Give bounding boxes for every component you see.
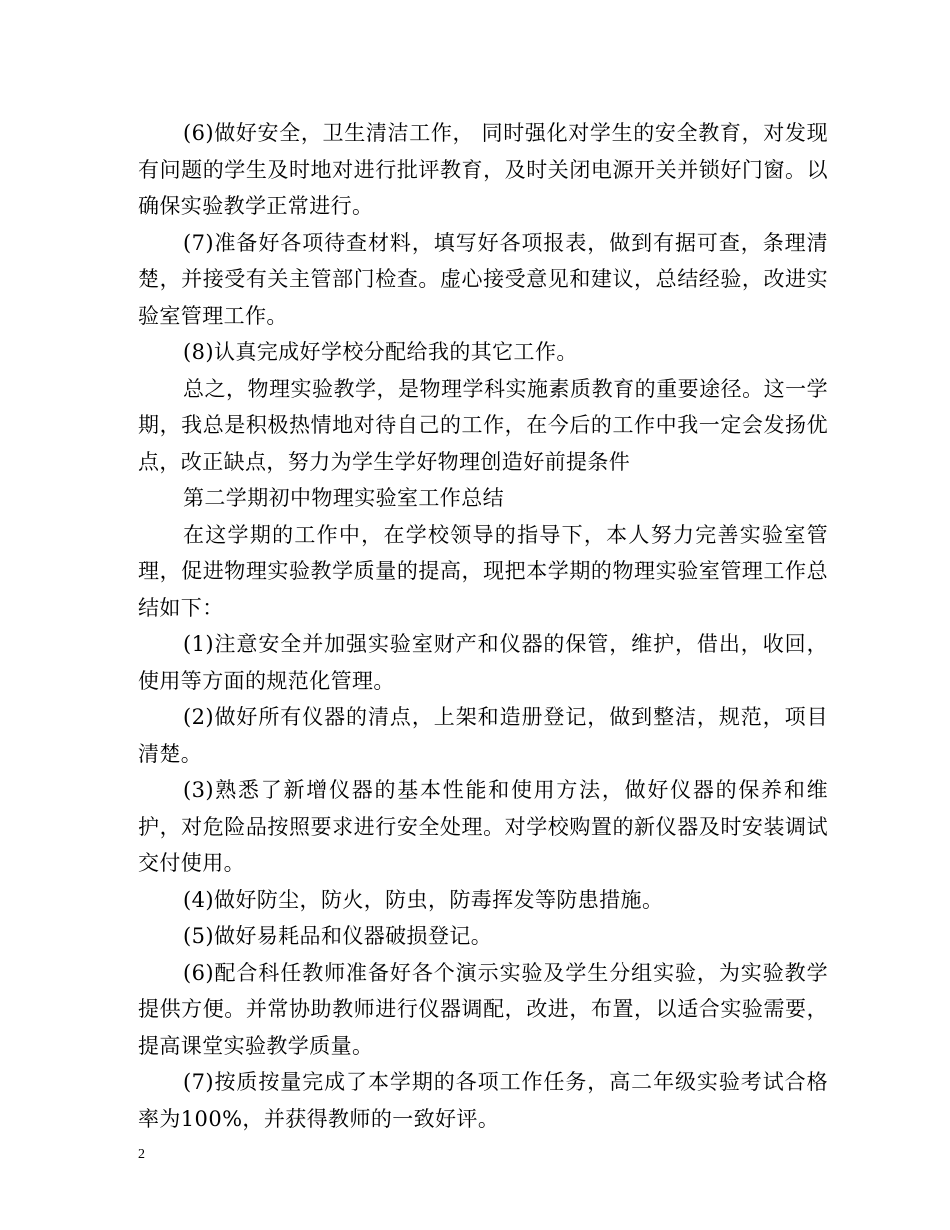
paragraph-inspection-materials: (7)准备好各项待查材料，填写好各项报表，做到有据可查，条理清楚，并接受有关主管部门检查。虚心接受意见和建议，总结经验，改进实验室管理工作。 [138, 230, 828, 328]
paragraph-item-4: (4)做好防尘，防火，防虫，防毒挥发等防患措施。 [183, 887, 664, 912]
page-number: 2 [138, 1147, 145, 1162]
section-heading: 第二学期初中物理实验室工作总结 [183, 486, 504, 510]
paragraph-conclusion: 总之，物理实验教学，是物理学科实施素质教育的重要途径。这一学期，我总是积极热情地对待自己的工作，在今后的工作中我一定会发扬优点，改正缺点，努力为学生学好物理创造好前提条件 [138, 376, 828, 474]
document-body [138, 115, 828, 1137]
paragraph-item-1: (1)注意安全并加强实验室财产和仪器的保管，维护，借出，收回，使用等方面的规范化管理。 [138, 632, 828, 693]
paragraph-item-3: (3)熟悉了新增仪器的基本性能和使用方法，做好仪器的保养和维护，对危险品按照要求进行安全处理。对学校购置的新仪器及时安装调试交付使用。 [138, 778, 828, 875]
paragraph-safety-hygiene: (6)做好安全，卫生清洁工作， 同时强化对学生的安全教育，对发现有问题的学生及时地对进行批评教育，及时关闭电源开关并锁好门窗。以确保实验教学正常进行。 [138, 121, 828, 218]
paragraph-item-5: (5)做好易耗品和仪器破损登记。 [183, 924, 493, 948]
paragraph-introduction: 在这学期的工作中，在学校领导的指导下，本人努力完善实验室管理，促进物理实验教学质量的提高，现把本学期的物理实验室管理工作总结如下： [138, 522, 828, 620]
paragraph-item-2: (2)做好所有仪器的清点，上架和造册登记，做到整洁，规范，项目清楚。 [138, 705, 828, 766]
paragraph-item-7: (7)按质按量完成了本学期的各项工作任务，高二年级实验考试合格率为100%，并获得教师的一致好评。 [138, 1070, 828, 1131]
paragraph-item-6: (6)配合科任教师准备好各个演示实验及学生分组实验，为实验教学提供方便。并常协助教师进行仪器调配，改进，布置，以适合实验需要，提高课堂实验教学质量。 [138, 960, 828, 1058]
paragraph-other-work: (8)认真完成好学校分配给我的其它工作。 [183, 340, 578, 364]
